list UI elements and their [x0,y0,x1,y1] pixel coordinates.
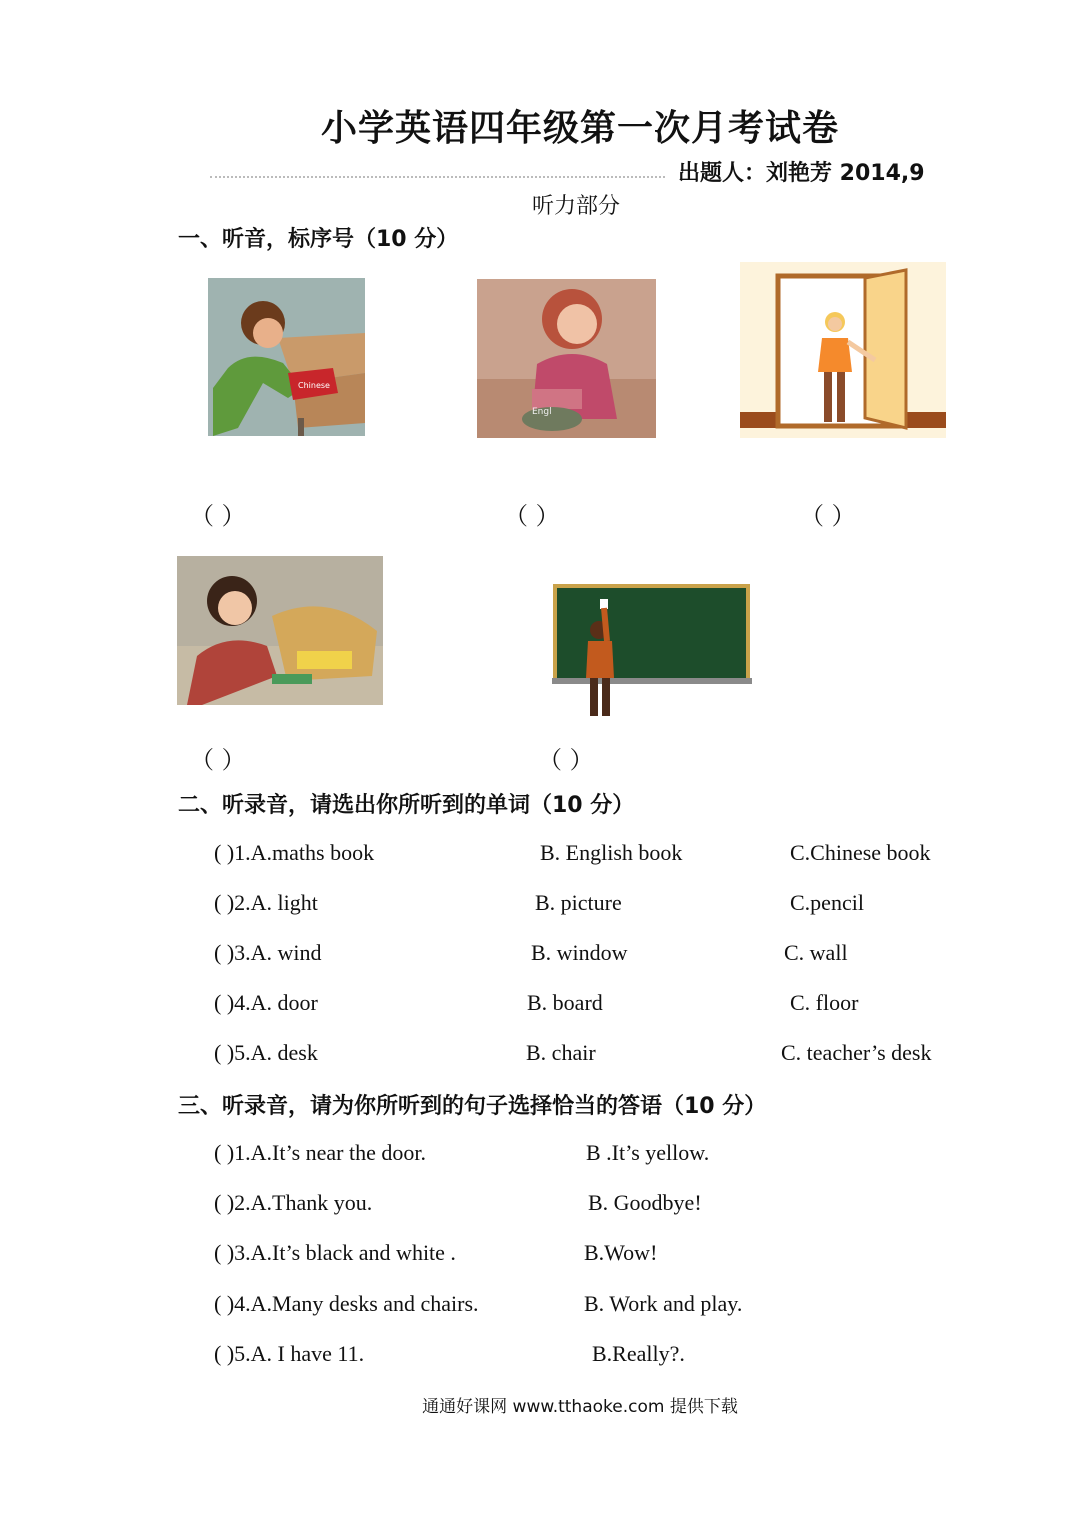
dotted-divider [210,176,665,178]
answer-bracket-3[interactable]: （ ） [800,502,856,530]
s2-q1-option-b: B. English book [540,840,683,865]
answer-bracket-4[interactable]: （ ） [190,746,246,774]
s2-q4-option-c: C. floor [790,990,859,1015]
svg-text:Chinese: Chinese [298,381,330,390]
svg-text:Engl: Engl [532,407,552,417]
page-title: 小学英语四年级第一次月考试卷 [320,108,839,149]
picture-boy-desk [208,278,365,436]
author-line: 出题人：刘艳芳 2014,9 [678,161,925,186]
s2-q2-option-c: C.pencil [790,890,864,915]
s2-q5-option-a[interactable]: ( )5.A. desk [214,1040,318,1065]
s2-q3-option-a[interactable]: ( )3.A. wind [214,940,322,965]
s2-q5-option-c: C. teacher’s desk [781,1040,932,1065]
s3-q3-option-a[interactable]: ( )3.A.It’s black and white . [214,1240,456,1265]
answer-bracket-2[interactable]: （ ） [504,502,560,530]
s2-q3-option-b: B. window [531,940,628,965]
s2-q2-option-a[interactable]: ( )2.A. light [214,890,318,915]
s3-q5-option-a[interactable]: ( )5.A. I have 11. [214,1341,365,1366]
answer-bracket-1[interactable]: （ ） [190,502,246,530]
footer-credit: 通通好课网 www.tthaoke.com 提供下载 [422,1397,738,1417]
section-3-heading: 三、听录音，请为你所听到的句子选择恰当的答语（10 分） [178,1094,767,1119]
section-1-heading: 一、听音，标序号（10 分） [178,227,459,252]
s2-q4-option-a[interactable]: ( )4.A. door [214,990,318,1015]
section-subtitle: 听力部分 [532,194,621,219]
s3-q1-option-a[interactable]: ( )1.A.It’s near the door. [214,1140,426,1165]
s2-q2-option-b: B. picture [535,890,622,915]
picture-boy-blackboard [552,583,758,728]
s3-q5-option-b: B.Really?. [592,1341,685,1366]
s2-q4-option-b: B. board [527,990,603,1015]
s2-q5-option-b: B. chair [526,1040,596,1065]
s2-q1-option-c: C.Chinese book [790,840,931,865]
s3-q1-option-b: B .It’s yellow. [586,1140,710,1165]
s3-q3-option-b: B.Wow! [584,1240,658,1265]
s2-q3-option-c: C. wall [784,940,848,965]
picture-girl-bag [177,556,383,705]
s2-q1-option-a[interactable]: ( )1.A.maths book [214,840,375,865]
s3-q2-option-a[interactable]: ( )2.A.Thank you. [214,1190,373,1215]
s3-q2-option-b: B. Goodbye! [588,1190,702,1215]
answer-bracket-5[interactable]: （ ） [538,746,594,774]
picture-girl-door [740,262,946,438]
s3-q4-option-b: B. Work and play. [584,1291,743,1316]
s3-q4-option-a[interactable]: ( )4.A.Many desks and chairs. [214,1291,479,1316]
picture-girl-book [477,279,656,438]
section-2-heading: 二、听录音，请选出你所听到的单词（10 分） [178,793,635,818]
